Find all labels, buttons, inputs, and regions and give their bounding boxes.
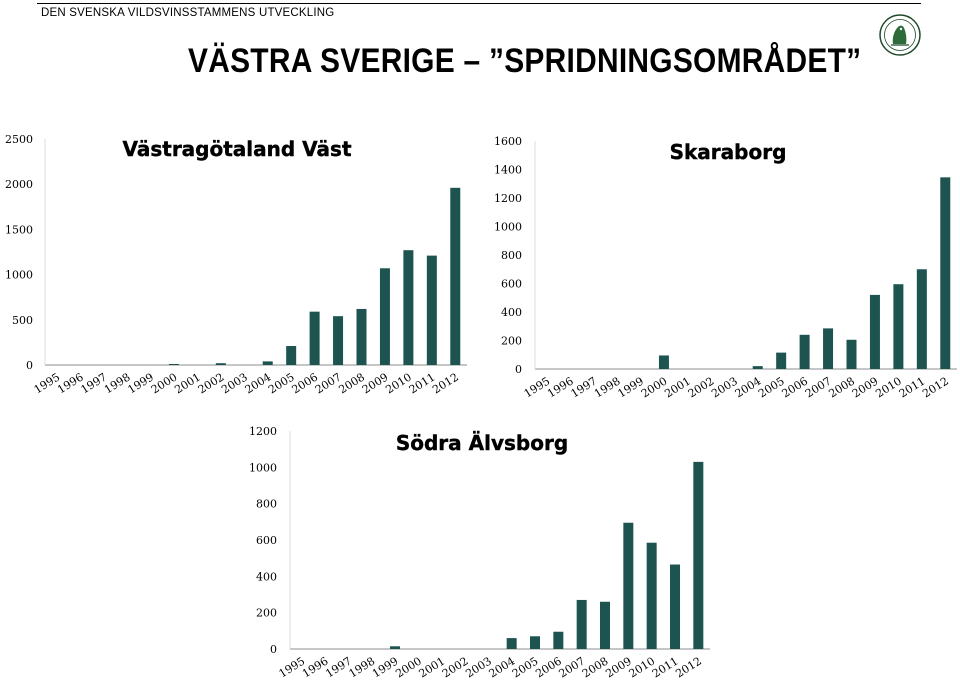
x-tick-label: 2011 bbox=[649, 654, 681, 681]
y-tick-label: 1000 bbox=[5, 268, 33, 282]
bar-2008 bbox=[600, 602, 610, 649]
x-tick-label: 1997 bbox=[78, 370, 110, 397]
x-tick-label: 2010 bbox=[626, 654, 658, 681]
y-tick-label: 1600 bbox=[494, 135, 522, 148]
x-tick-label: 1998 bbox=[102, 370, 133, 397]
bar-2009 bbox=[870, 295, 880, 369]
x-tick-label: 2000 bbox=[148, 370, 180, 397]
y-tick-label: 600 bbox=[256, 534, 277, 547]
bar-2004 bbox=[507, 638, 517, 649]
bar-2005 bbox=[530, 636, 540, 649]
x-tick-label: 1996 bbox=[55, 370, 86, 397]
bar-2005 bbox=[286, 346, 296, 365]
x-tick-label: 2001 bbox=[172, 370, 203, 397]
x-tick-label: 2002 bbox=[439, 654, 471, 681]
bar-2000 bbox=[659, 355, 669, 369]
y-tick-label: 2500 bbox=[5, 133, 33, 146]
bar-2011 bbox=[917, 269, 927, 369]
y-tick-label: 500 bbox=[12, 313, 33, 327]
chart-sodra-alvsborg bbox=[235, 420, 725, 688]
bar-2012 bbox=[450, 188, 460, 365]
x-tick-label: 1997 bbox=[568, 374, 600, 401]
bar-2007 bbox=[577, 600, 587, 649]
x-tick-label: 2009 bbox=[849, 374, 881, 401]
bar-2011 bbox=[427, 256, 437, 365]
x-tick-label: 1998 bbox=[592, 374, 623, 401]
x-tick-label: 2001 bbox=[662, 374, 693, 401]
y-tick-label: 0 bbox=[270, 643, 277, 656]
x-tick-label: 2000 bbox=[393, 654, 424, 681]
x-tick-label: 1999 bbox=[125, 370, 157, 397]
x-tick-label: 1997 bbox=[323, 654, 354, 681]
x-tick-label: 2001 bbox=[416, 654, 448, 681]
chart-skaraborg bbox=[480, 128, 958, 413]
bar-2004 bbox=[753, 366, 763, 369]
x-tick-label: 2012 bbox=[920, 374, 951, 401]
x-tick-label: 2002 bbox=[685, 374, 717, 401]
y-tick-label: 800 bbox=[256, 497, 277, 511]
x-tick-label: 2004 bbox=[732, 374, 764, 401]
x-tick-label: 2006 bbox=[289, 370, 321, 397]
x-tick-label: 2005 bbox=[509, 654, 541, 681]
bar-2006 bbox=[310, 312, 320, 365]
y-tick-label: 1400 bbox=[494, 163, 522, 177]
x-tick-label: 2003 bbox=[463, 654, 494, 681]
chart-title: Skaraborg bbox=[669, 140, 787, 164]
x-tick-label: 1999 bbox=[369, 654, 401, 681]
x-tick-label: 2007 bbox=[556, 654, 588, 681]
y-tick-label: 1200 bbox=[249, 425, 277, 438]
x-tick-label: 2005 bbox=[266, 370, 297, 397]
x-tick-label: 2012 bbox=[673, 654, 704, 681]
y-tick-label: 400 bbox=[501, 306, 522, 319]
y-tick-label: 1000 bbox=[494, 220, 522, 234]
x-tick-label: 2007 bbox=[313, 370, 344, 397]
y-tick-label: 200 bbox=[256, 606, 277, 620]
header-rule bbox=[37, 3, 921, 4]
y-tick-label: 0 bbox=[26, 359, 33, 372]
y-tick-label: 400 bbox=[256, 570, 277, 584]
x-tick-label: 2010 bbox=[383, 370, 414, 397]
bar-2007 bbox=[333, 316, 343, 365]
x-tick-label: 2012 bbox=[430, 370, 461, 397]
x-tick-label: 2011 bbox=[406, 370, 438, 397]
y-tick-label: 200 bbox=[501, 334, 522, 348]
bar-2010 bbox=[893, 284, 903, 369]
bar-2005 bbox=[776, 353, 786, 369]
chart-title: Västragötaland Väst bbox=[122, 137, 352, 161]
x-tick-label: 2004 bbox=[242, 370, 274, 397]
x-tick-label: 2003 bbox=[219, 370, 250, 397]
x-tick-label: 2009 bbox=[603, 654, 634, 681]
header-org: DEN SVENSKA VILDSVINSSTAMMENS UTVECKLING bbox=[41, 7, 335, 19]
y-tick-label: 1200 bbox=[494, 192, 522, 205]
bar-2007 bbox=[823, 328, 833, 369]
x-tick-label: 1996 bbox=[299, 654, 331, 681]
bar-2004 bbox=[263, 361, 273, 365]
boar-emblem-icon bbox=[879, 14, 921, 56]
chart-vastragotaland-vast bbox=[0, 125, 470, 410]
bar-2012 bbox=[940, 177, 950, 369]
x-tick-label: 2002 bbox=[195, 370, 227, 397]
x-tick-label: 2000 bbox=[638, 374, 670, 401]
x-tick-label: 1995 bbox=[276, 654, 308, 681]
x-tick-label: 2008 bbox=[826, 374, 858, 401]
x-tick-label: 2006 bbox=[533, 654, 564, 681]
x-tick-label: 1998 bbox=[346, 654, 378, 681]
bar-2000 bbox=[169, 364, 179, 365]
x-tick-label: 1995 bbox=[31, 370, 63, 397]
x-tick-label: 2010 bbox=[873, 374, 904, 401]
x-tick-label: 2011 bbox=[896, 374, 928, 401]
y-tick-label: 1500 bbox=[5, 223, 33, 237]
bar-2010 bbox=[647, 543, 657, 649]
x-tick-label: 2008 bbox=[579, 654, 611, 681]
x-tick-label: 2005 bbox=[756, 374, 787, 401]
x-tick-label: 1996 bbox=[545, 374, 576, 401]
x-tick-label: 2007 bbox=[803, 374, 834, 401]
y-tick-label: 2000 bbox=[5, 178, 33, 192]
x-tick-label: 2008 bbox=[336, 370, 368, 397]
y-tick-label: 800 bbox=[501, 249, 522, 262]
bar-2006 bbox=[553, 632, 563, 649]
bar-2010 bbox=[403, 250, 413, 365]
bar-2012 bbox=[693, 462, 703, 649]
chart-title: Södra Älvsborg bbox=[395, 431, 569, 455]
bar-2008 bbox=[357, 309, 367, 365]
x-tick-label: 1995 bbox=[521, 374, 553, 401]
x-tick-label: 2009 bbox=[359, 370, 391, 397]
x-tick-label: 2004 bbox=[486, 654, 518, 681]
y-tick-label: 600 bbox=[501, 277, 522, 291]
bar-2011 bbox=[670, 565, 680, 649]
x-tick-label: 1999 bbox=[615, 374, 647, 401]
bar-2009 bbox=[380, 268, 390, 365]
x-tick-label: 2006 bbox=[779, 374, 811, 401]
bar-2006 bbox=[800, 335, 810, 369]
bar-2002 bbox=[216, 363, 226, 365]
bar-2009 bbox=[623, 523, 633, 649]
y-tick-label: 0 bbox=[515, 363, 522, 376]
bar-2008 bbox=[847, 340, 857, 369]
bar-1999 bbox=[390, 646, 400, 649]
x-tick-label: 2003 bbox=[709, 374, 740, 401]
page-title: VÄSTRA SVERIGE – ”SPRIDNINGSOMRÅDET” bbox=[188, 42, 862, 80]
y-tick-label: 1000 bbox=[249, 461, 277, 475]
